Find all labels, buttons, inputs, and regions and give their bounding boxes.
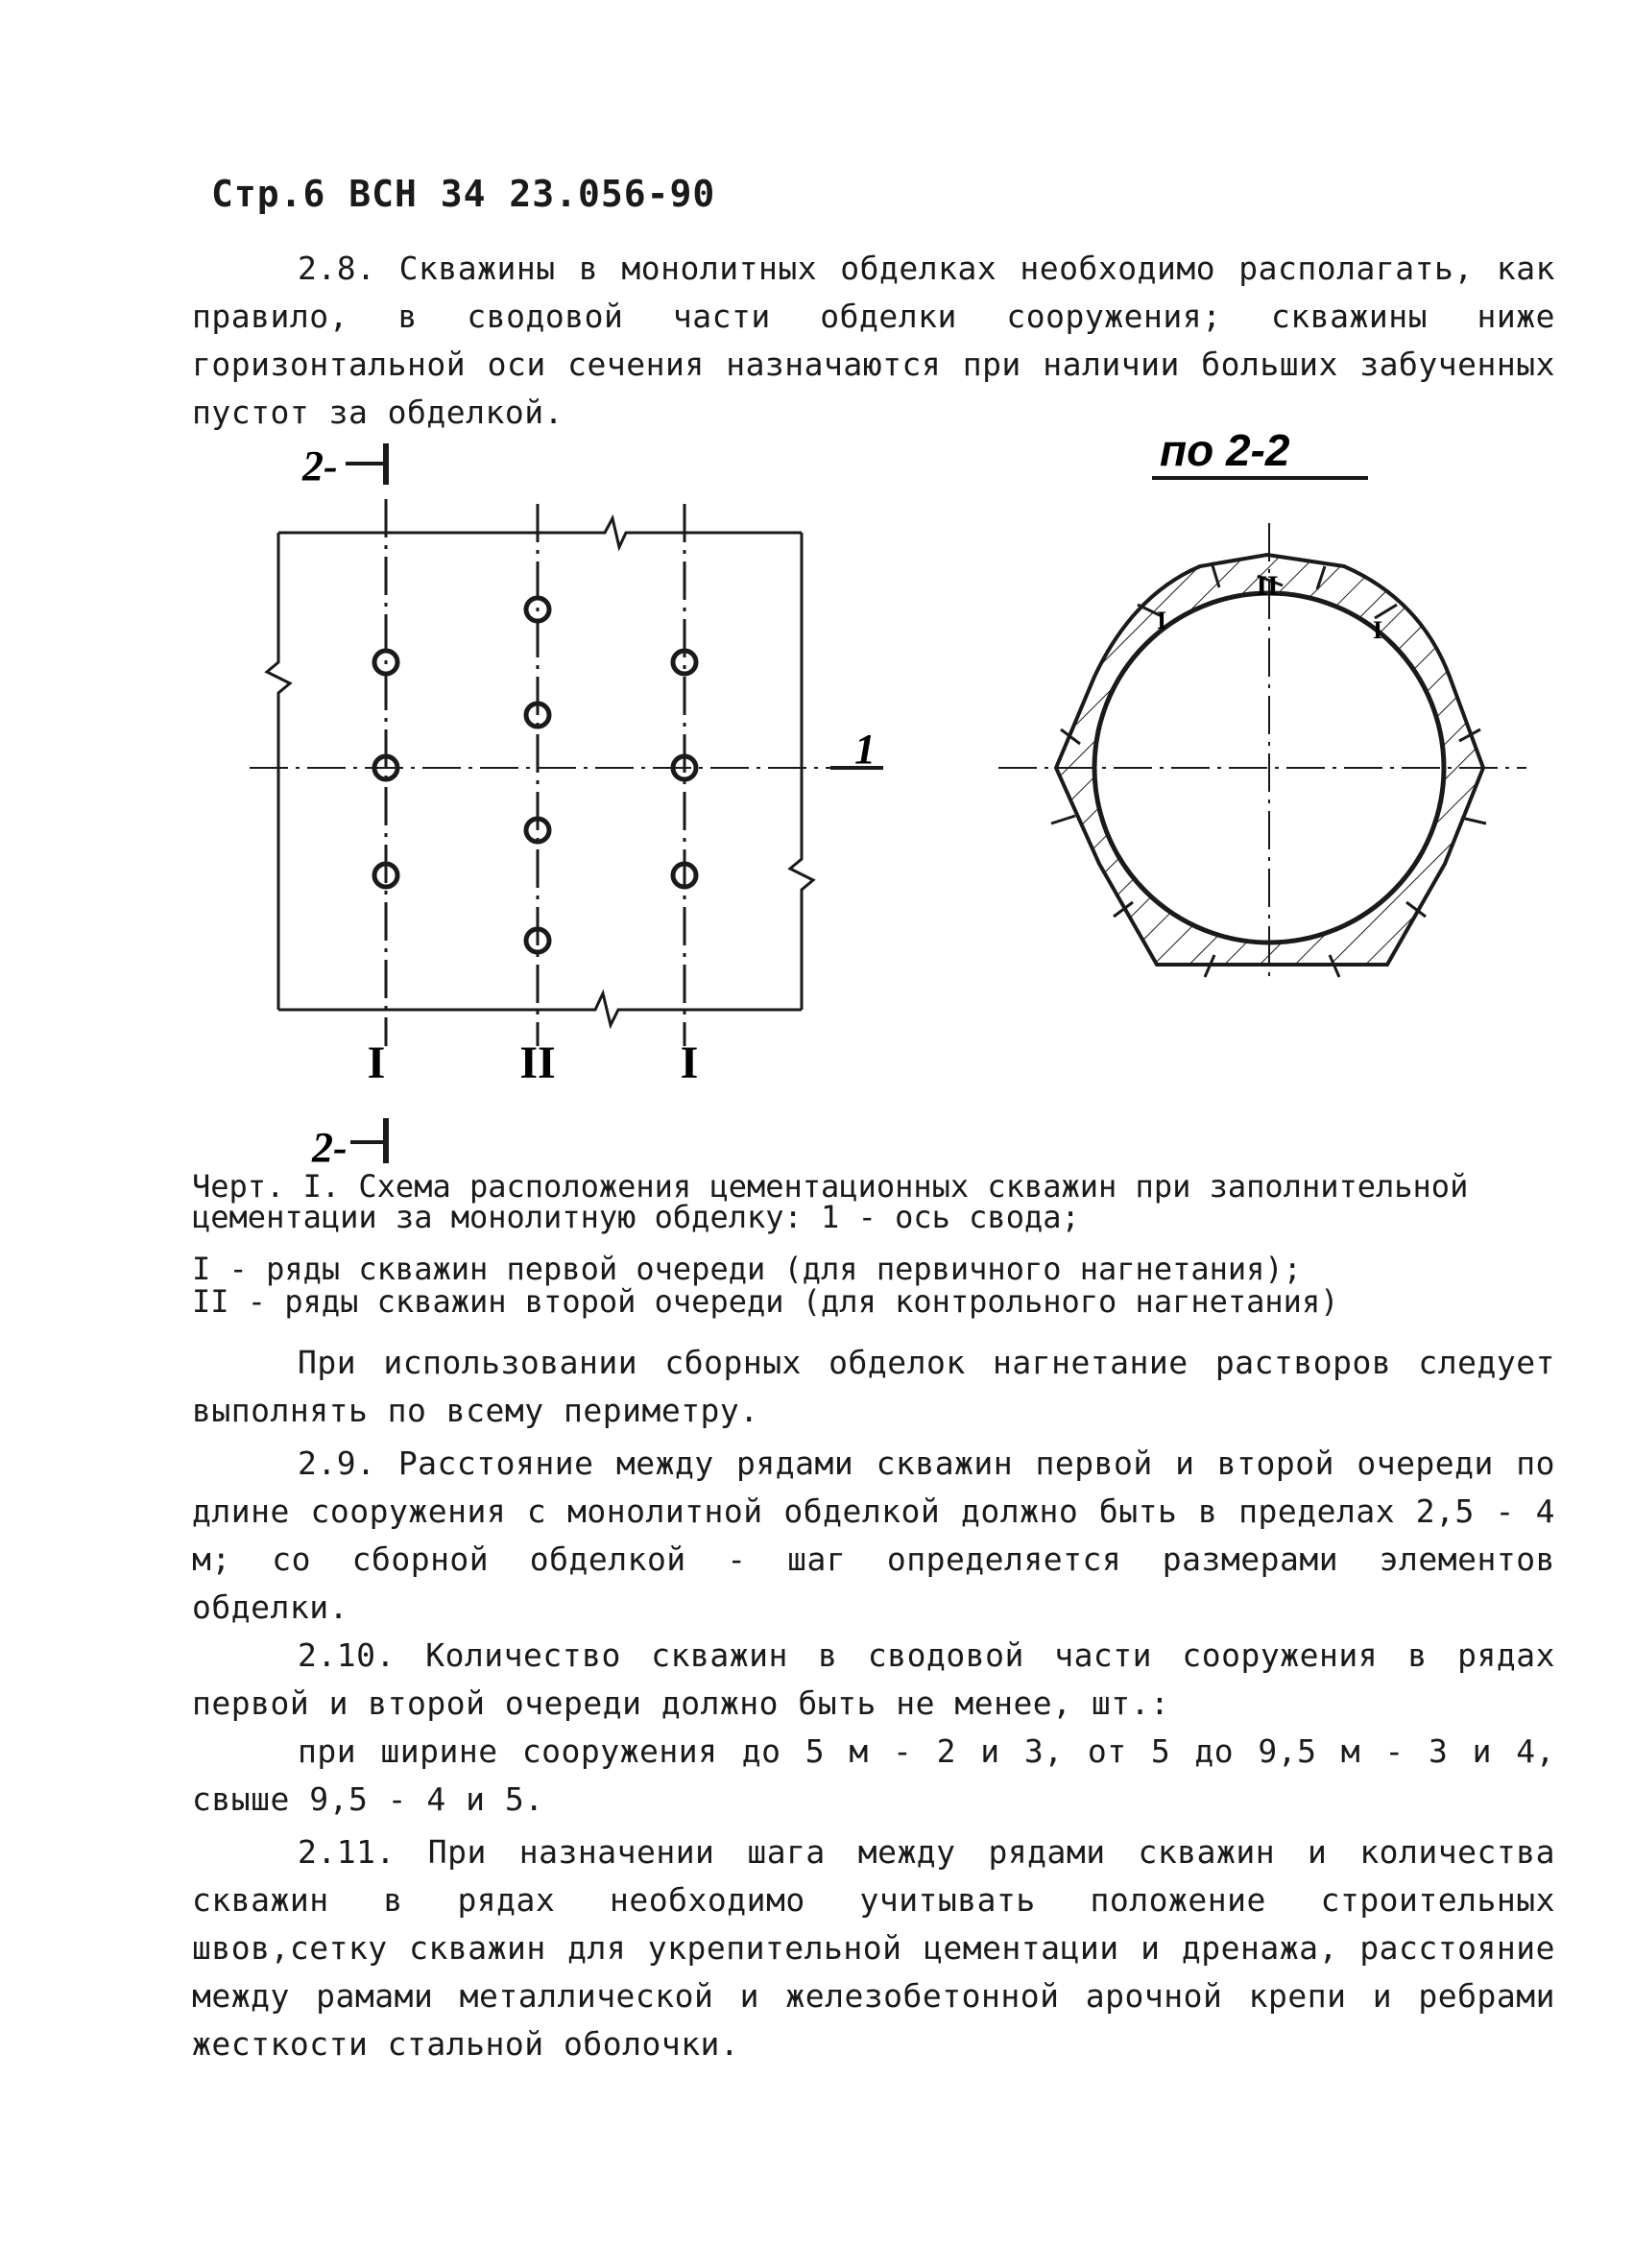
plan-left-edge bbox=[267, 533, 290, 1010]
side-label-right: I bbox=[1373, 616, 1383, 644]
paragraph-2-11-text: 2.11. При назначении шага между рядами скважин и количества скважин в рядах необходимо учитывать положение строительных швов,сетку скважин для укрепительной цементации и дренажа, расстояние между рамами металлической и железобетонной арочной крепи и ребрами жесткости стальной оболочки. bbox=[192, 1833, 1555, 2063]
figure-caption-text: Черт. I. Схема расположения цементационных скважин при заполнительной цементации за монолитную обделку: 1 - ось свода; bbox=[192, 1168, 1469, 1235]
paragraph-2-10-text: 2.10. Количество скважин в сводовой части сооружения в рядах первой и второй очереди должно быть не менее, шт.: bbox=[192, 1636, 1555, 1722]
plan-bottom-edge bbox=[278, 993, 802, 1025]
crown-label: II bbox=[1256, 570, 1279, 602]
row-label-middle: II bbox=[519, 1038, 556, 1088]
legend-item: II - ряды скважин второй очереди (для контрольного нагнетания) bbox=[192, 1283, 1339, 1320]
row-label-left: I bbox=[367, 1038, 386, 1088]
page-header: Стр.6 ВСН 34 23.056-90 bbox=[211, 173, 716, 215]
paragraph-2-10 bbox=[192, 1632, 1555, 1824]
section-mark-top: 2- bbox=[302, 442, 338, 489]
paragraph-2-11 bbox=[192, 1828, 1555, 2068]
figure-caption bbox=[192, 1168, 1555, 1244]
paragraph-2-9-text: 2.9. Расстояние между рядами скважин первой и второй очереди по длине сооружения с монолитной обделкой должно быть в пределах 2,5 - 4 м; со сборной обделкой - шаг определяется размерами элементов обделки. bbox=[192, 1444, 1555, 1626]
paragraph-2-8-text: 2.8. Скважины в монолитных обделках необходимо располагать, как правило, в сводовой части обделки сооружения; скважины ниже горизонтальной оси сечения назначаются при наличии больших забученных пустот за обделкой. bbox=[192, 250, 1555, 431]
paragraph-2-9 bbox=[192, 1440, 1555, 1632]
row-label-right: I bbox=[680, 1038, 699, 1088]
plan-top-edge bbox=[278, 518, 802, 547]
section-title: по 2-2 bbox=[1160, 425, 1290, 475]
legend-item: I - ряды скважин первой очереди (для первичного нагнетания); bbox=[192, 1251, 1302, 1287]
plan-view bbox=[250, 442, 883, 1171]
side-label-left: I bbox=[1157, 607, 1167, 634]
paragraph-2-10b-text: при ширине сооружения до 5 м - 2 и 3, от 5 до 9,5 м - 3 и 4, свыше 9,5 - 4 и 5. bbox=[192, 1732, 1555, 1818]
cross-section bbox=[998, 425, 1526, 979]
paragraph-prefab bbox=[192, 1339, 1555, 1435]
figure-legend bbox=[192, 1253, 1555, 1318]
paragraph-prefab-text: При использовании сборных обделок нагнетание растворов следует выполнять по всему периметру. bbox=[192, 1344, 1555, 1429]
plan-right-edge bbox=[790, 533, 813, 1010]
wells bbox=[374, 598, 696, 952]
section-mark-bottom: 2- bbox=[312, 1124, 348, 1171]
axis-label-1: 1 bbox=[854, 726, 876, 773]
